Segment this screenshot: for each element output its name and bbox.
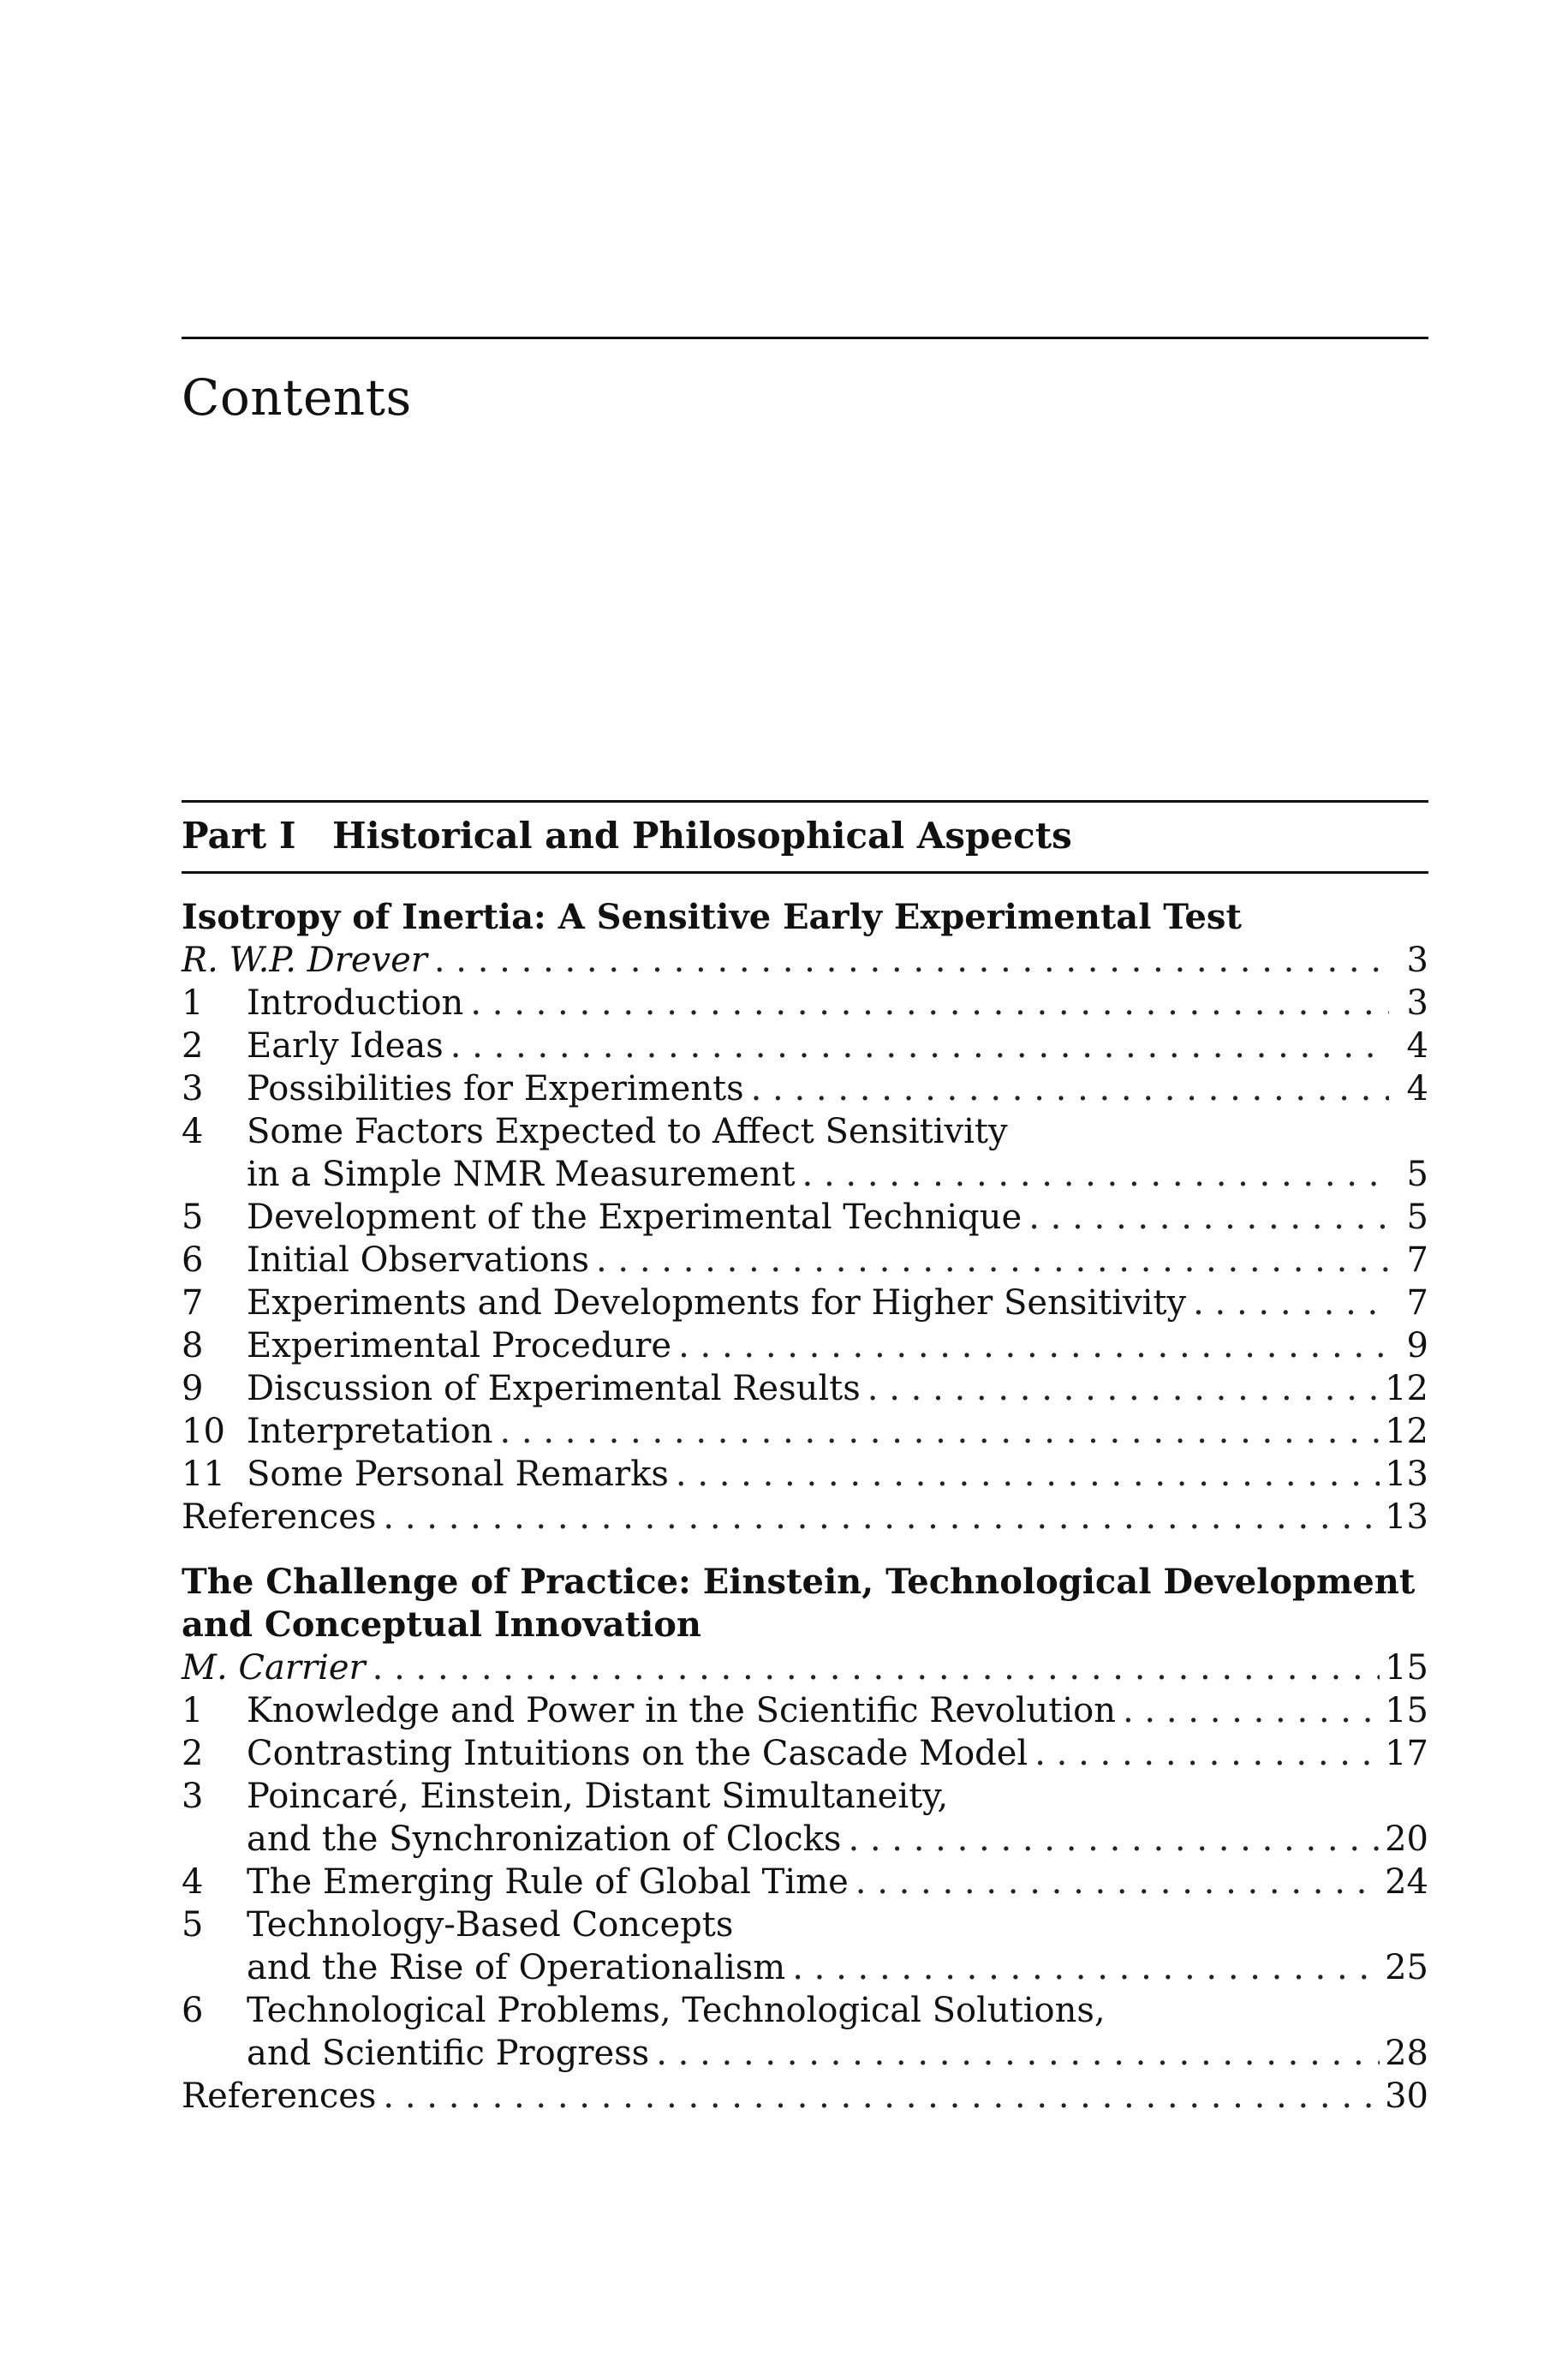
entry-title: and Scientific Progress — [247, 2034, 650, 2073]
leader-dots — [751, 1067, 1389, 1110]
part-top-rule — [182, 800, 1428, 803]
page-number: 28 — [1385, 2034, 1428, 2073]
toc-entry[interactable] — [182, 1410, 1428, 1453]
page-title: Contents — [182, 368, 412, 427]
leader-dots — [792, 1946, 1380, 1989]
leader-dots — [499, 1410, 1380, 1453]
page-number: 4 — [1406, 1069, 1428, 1108]
references-line[interactable] — [182, 2075, 1428, 2118]
entry-title: Interpretation — [247, 1412, 493, 1451]
toc-entry[interactable] — [182, 1367, 1428, 1410]
page-number: 9 — [1406, 1326, 1428, 1365]
toc-entry[interactable] — [182, 1946, 1428, 1989]
article-title[interactable]: The Challenge of Practice: Einstein, Technological Development — [182, 1562, 1416, 1602]
entry-number: 6 — [182, 1240, 204, 1280]
entry-title: Experimental Procedure — [247, 1326, 672, 1365]
leader-dots — [470, 982, 1389, 1025]
page-number: 25 — [1385, 1948, 1428, 1987]
article-title-continued[interactable]: and Conceptual Innovation — [182, 1604, 702, 1645]
leader-dots — [1028, 1196, 1389, 1239]
page-number: 15 — [1385, 1648, 1428, 1688]
entry-number: 6 — [182, 1991, 204, 2030]
leader-dots — [383, 1496, 1380, 1539]
part-title: Historical and Philosophical Aspects — [332, 815, 1072, 857]
page-number: 13 — [1385, 1497, 1428, 1537]
toc-entry[interactable] — [182, 1732, 1428, 1775]
leader-dots — [676, 1453, 1380, 1496]
part-bottom-rule — [182, 871, 1428, 874]
entry-title: Experiments and Developments for Higher Sensitivity — [247, 1283, 1187, 1323]
entry-title: and the Synchronization of Clocks — [247, 1819, 842, 1859]
entry-title: Early Ideas — [247, 1026, 444, 1066]
references-label: References — [182, 1497, 377, 1537]
author-line[interactable] — [182, 939, 1428, 982]
entry-number: 10 — [182, 1412, 225, 1451]
page-number: 17 — [1385, 1734, 1428, 1773]
toc-entry[interactable] — [182, 1282, 1428, 1324]
toc-entry[interactable] — [182, 1025, 1428, 1067]
toc-entry[interactable] — [182, 1903, 1428, 1946]
entry-number: 8 — [182, 1326, 204, 1365]
entry-title: Some Personal Remarks — [247, 1455, 669, 1494]
entry-number: 4 — [182, 1862, 204, 1902]
entry-number: 1 — [182, 1691, 204, 1730]
page-number: 3 — [1406, 983, 1428, 1023]
entry-number: 3 — [182, 1069, 204, 1108]
leader-dots — [434, 939, 1389, 982]
toc-entry[interactable] — [182, 1818, 1428, 1861]
article-title[interactable]: Isotropy of Inertia: A Sensitive Early Experimental Test — [182, 897, 1242, 937]
leader-dots — [383, 2075, 1380, 2118]
page-number: 4 — [1406, 1026, 1428, 1066]
page-number: 3 — [1406, 941, 1428, 980]
page-number: 24 — [1385, 1862, 1428, 1902]
leader-dots — [1193, 1282, 1389, 1324]
entry-title: Possibilities for Experiments — [247, 1069, 744, 1108]
toc-entry[interactable] — [182, 1239, 1428, 1282]
toc-entry[interactable] — [182, 1453, 1428, 1496]
author-line[interactable] — [182, 1646, 1428, 1689]
toc-entry[interactable] — [182, 1196, 1428, 1239]
references-line[interactable] — [182, 1496, 1428, 1539]
entry-title: Initial Observations — [247, 1240, 589, 1280]
leader-dots — [656, 2032, 1380, 2075]
toc-entry[interactable] — [182, 1067, 1428, 1110]
page-number: 13 — [1385, 1455, 1428, 1494]
page-number: 7 — [1406, 1240, 1428, 1280]
entry-title: and the Rise of Operationalism — [247, 1948, 786, 1987]
page-number: 12 — [1385, 1369, 1428, 1408]
toc-entry[interactable] — [182, 2032, 1428, 2075]
page-number: 5 — [1406, 1198, 1428, 1237]
entry-number: 5 — [182, 1905, 204, 1945]
page-number: 30 — [1385, 2076, 1428, 2116]
leader-dots — [373, 1646, 1380, 1689]
toc-entry[interactable] — [182, 1861, 1428, 1903]
toc-entry[interactable] — [182, 1775, 1428, 1818]
leader-dots — [802, 1153, 1389, 1196]
entry-number: 7 — [182, 1283, 204, 1323]
leader-dots — [848, 1818, 1380, 1861]
entry-title: Discussion of Experimental Results — [247, 1369, 861, 1408]
article-1 — [182, 896, 1428, 1539]
page-number: 20 — [1385, 1819, 1428, 1859]
entry-title: Some Factors Expected to Affect Sensitivity — [247, 1112, 1008, 1151]
page-number: 7 — [1406, 1283, 1428, 1323]
entry-title: Knowledge and Power in the Scientific Revolution — [247, 1691, 1116, 1730]
author-name: R. W.P. Drever — [182, 941, 427, 980]
page-number: 5 — [1406, 1155, 1428, 1194]
leader-dots — [856, 1861, 1380, 1903]
toc-entry[interactable] — [182, 982, 1428, 1025]
entry-title: Poincaré, Einstein, Distant Simultaneity, — [247, 1777, 949, 1816]
entry-title: Contrasting Intuitions on the Cascade Model — [247, 1734, 1028, 1773]
part-heading — [182, 810, 1428, 862]
entry-number: 11 — [182, 1455, 225, 1494]
leader-dots — [678, 1324, 1389, 1367]
entry-title: Technology-Based Concepts — [247, 1905, 734, 1945]
entry-number: 3 — [182, 1777, 204, 1816]
references-label: References — [182, 2076, 377, 2116]
toc-entry[interactable] — [182, 1989, 1428, 2032]
entry-number: 2 — [182, 1026, 204, 1066]
entry-title: Development of the Experimental Technique — [247, 1198, 1022, 1237]
entry-title: The Emerging Rule of Global Time — [247, 1862, 849, 1902]
entry-title: Introduction — [247, 983, 464, 1023]
leader-dots — [1123, 1689, 1380, 1732]
entry-title: Technological Problems, Technological Solutions, — [247, 1991, 1106, 2030]
entry-number: 1 — [182, 983, 204, 1023]
toc-entry[interactable] — [182, 1153, 1428, 1196]
entry-number: 5 — [182, 1198, 204, 1237]
leader-dots — [596, 1239, 1389, 1282]
entry-number: 4 — [182, 1112, 204, 1151]
toc-entry[interactable] — [182, 1324, 1428, 1367]
page-number: 12 — [1385, 1412, 1428, 1451]
leader-dots — [1034, 1732, 1380, 1775]
entry-number: 9 — [182, 1369, 204, 1408]
entry-title: in a Simple NMR Measurement — [247, 1155, 796, 1194]
part-number: Part I — [182, 815, 296, 857]
article-2 — [182, 1561, 1428, 2118]
toc-entry[interactable] — [182, 1110, 1428, 1153]
author-name: M. Carrier — [182, 1648, 366, 1688]
page-number: 15 — [1385, 1691, 1428, 1730]
toc-entry[interactable] — [182, 1689, 1428, 1732]
leader-dots — [450, 1025, 1389, 1067]
top-rule — [182, 337, 1428, 339]
leader-dots — [867, 1367, 1380, 1410]
entry-number: 2 — [182, 1734, 204, 1773]
